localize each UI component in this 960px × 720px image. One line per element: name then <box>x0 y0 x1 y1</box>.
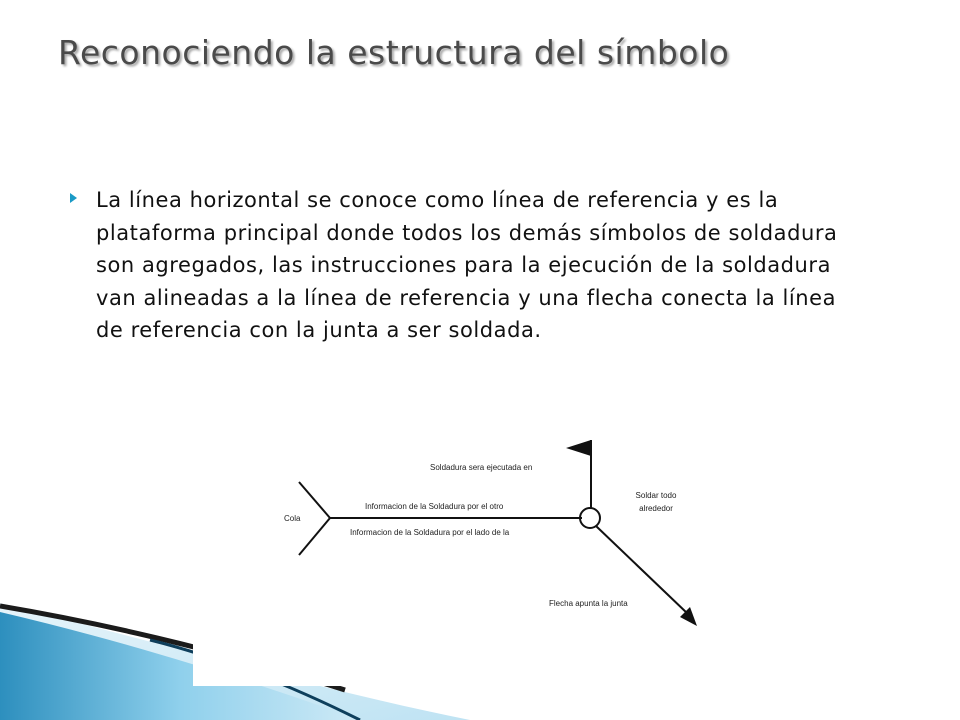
label-all-around-line2: alrededor <box>639 504 673 513</box>
tail-upper-line <box>299 482 330 518</box>
bullet-text: La línea horizontal se conoce como línea de referencia y es la plataforma principal donde todos los demás símbolos de soldadura son agregados, las instrucciones para la ejecución de la soldadura van alineadas a la línea de referencia y una flecha conecta la línea de referencia con la junta a ser soldada. <box>96 188 838 342</box>
label-all-around-line1: Soldar todo <box>635 491 677 500</box>
label-tail: Cola <box>284 514 301 523</box>
field-weld-flag-icon <box>566 440 591 456</box>
label-flag: Soldadura sera ejecutada en <box>430 463 533 472</box>
label-arrow: Flecha apunta la junta <box>549 599 628 608</box>
weld-all-around-circle <box>580 508 600 528</box>
slide-title: Reconociendo la estructura del símbolo <box>58 33 730 72</box>
label-arrow-side: Informacion de la Soldadura por el lado de la <box>350 528 510 537</box>
tail-lower-line <box>299 518 330 555</box>
label-other-side: Informacion de la Soldadura por el otro <box>365 502 504 511</box>
